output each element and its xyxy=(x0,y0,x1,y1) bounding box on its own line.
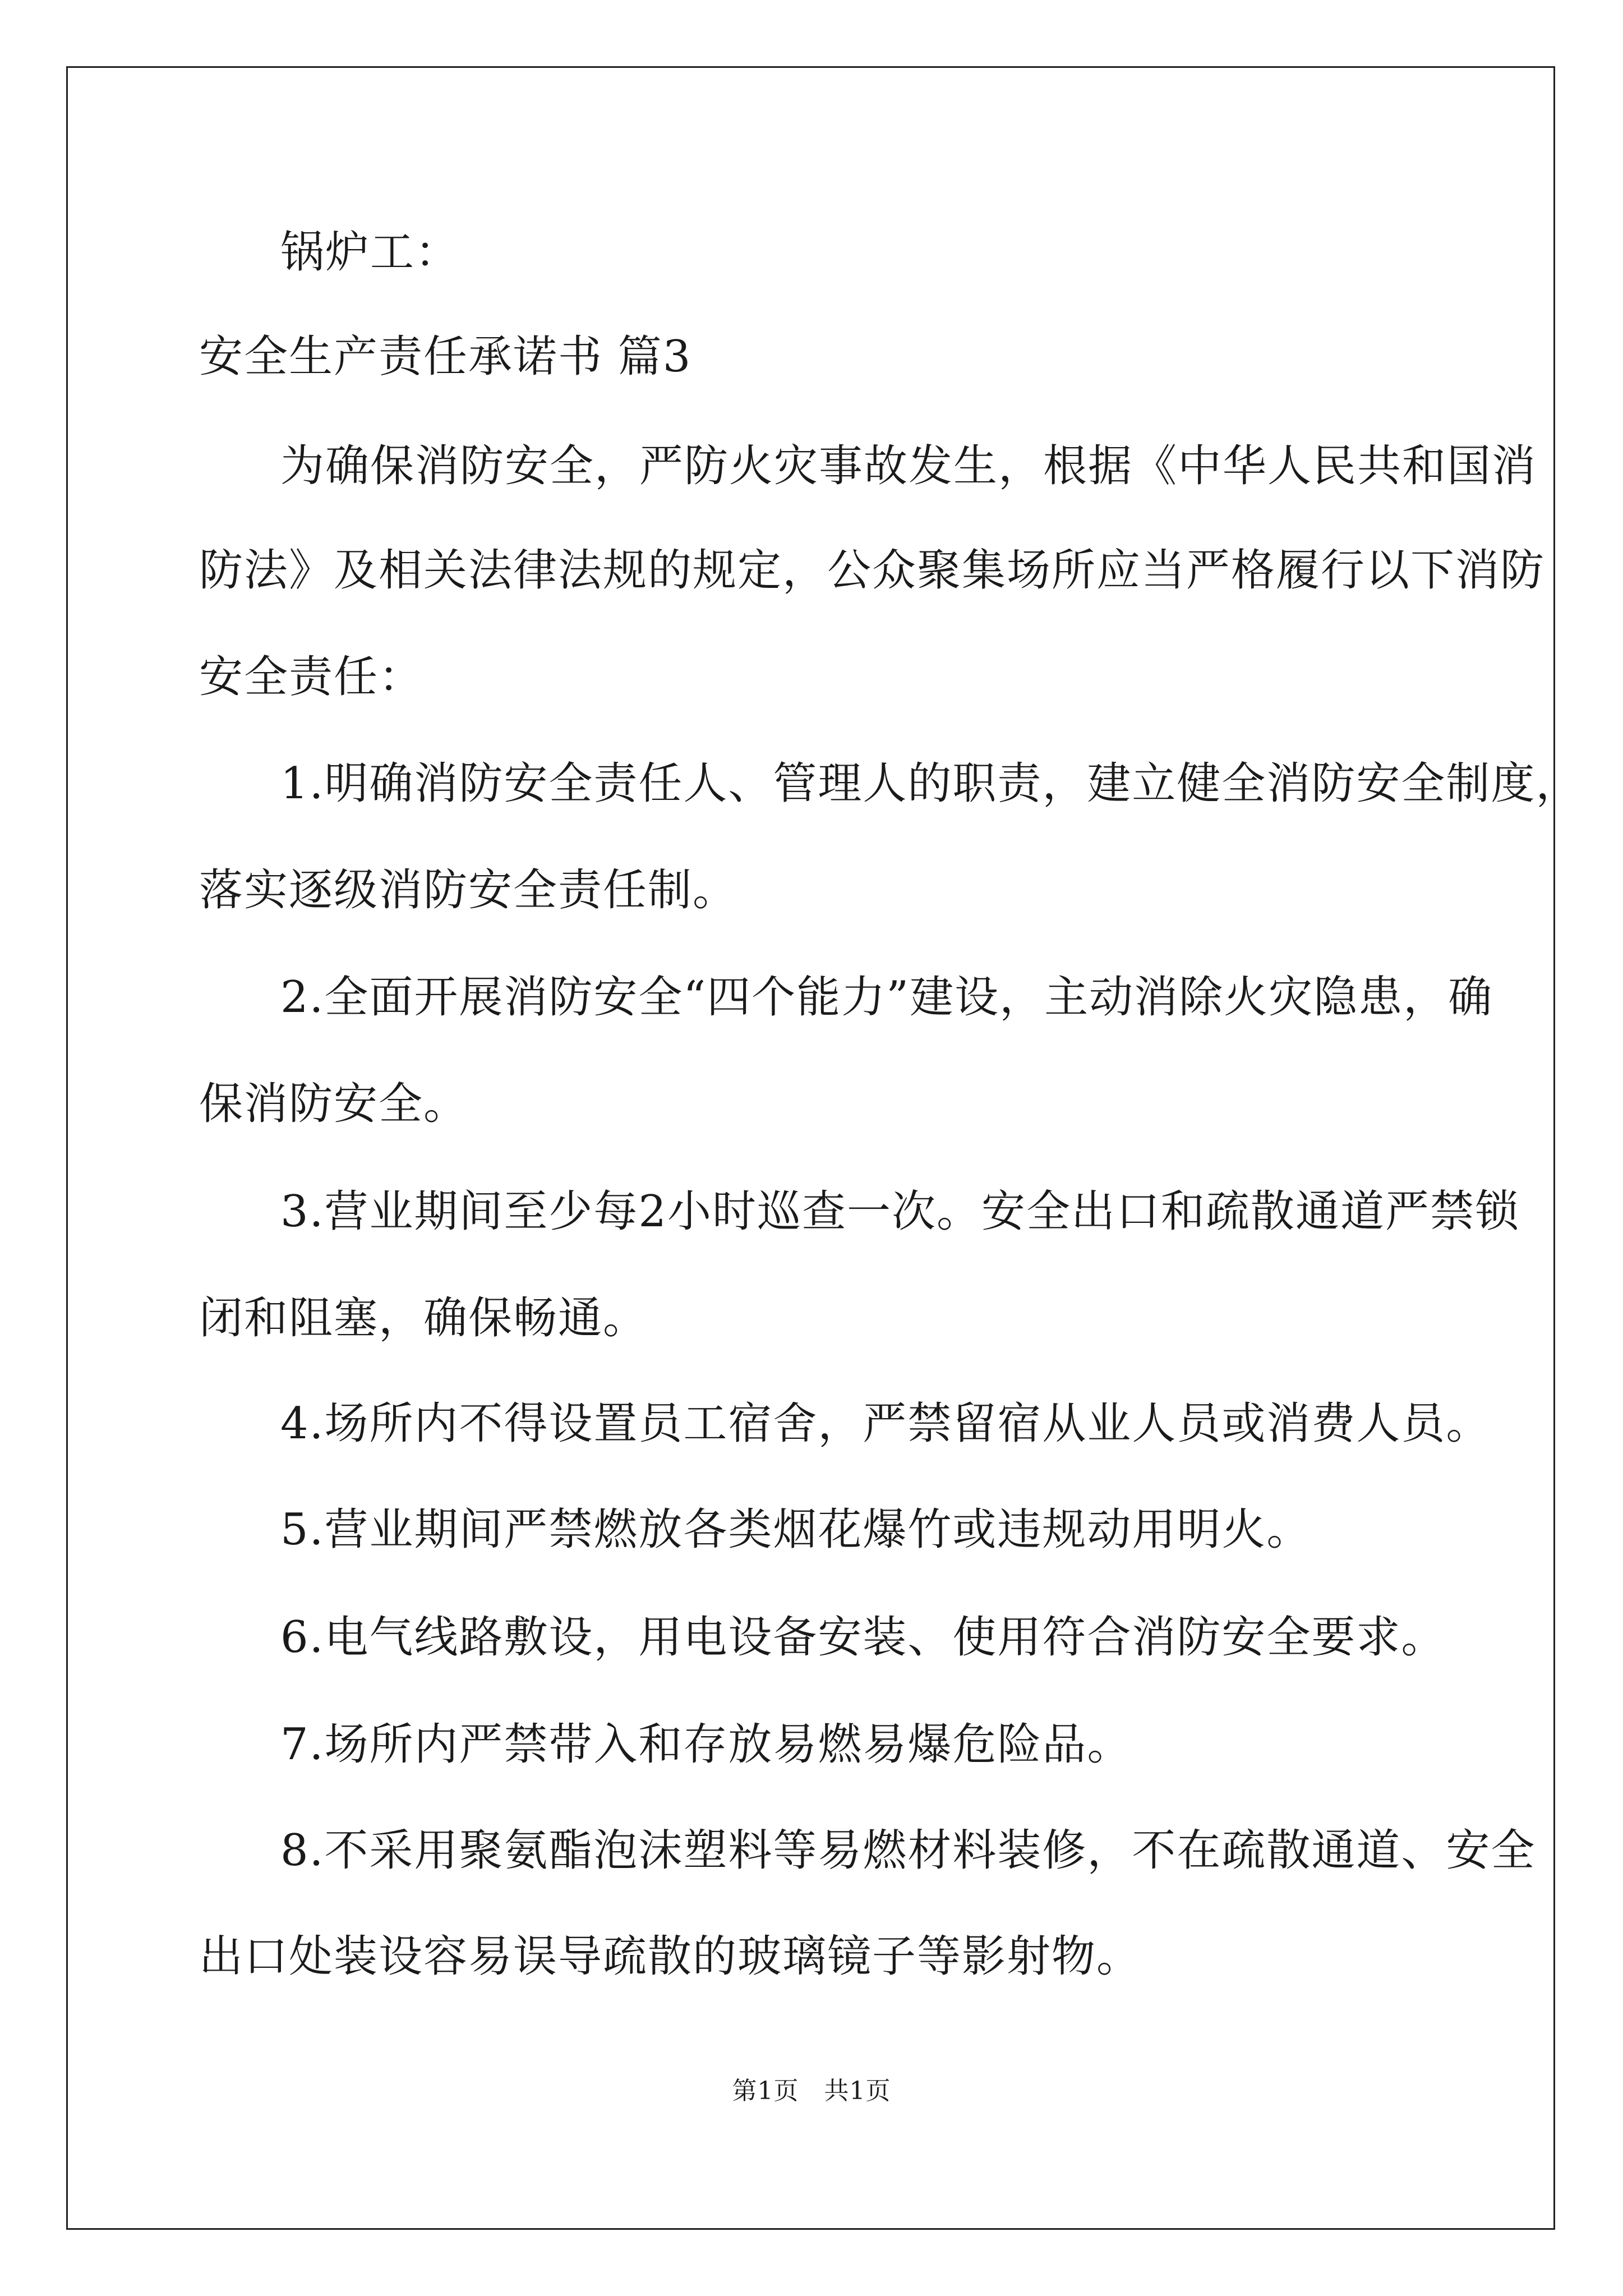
item-5: 5.营业期间严禁燃放各类烟花爆竹或违规动用明火。 xyxy=(280,1504,1312,1555)
page-number-footer: 第1页 共1页 xyxy=(732,2077,891,2105)
paragraph-intro-line-2: 防法》及相关法律法规的规定，公众聚集场所应当严格履行以下消防 xyxy=(199,545,1546,596)
page-border xyxy=(66,66,1555,2230)
item-7: 7.场所内严禁带入和存放易燃易爆危险品。 xyxy=(280,1719,1132,1770)
paragraph-intro-line-1: 为确保消防安全，严防火灾事故发生，根据《中华人民共和国消 xyxy=(280,441,1537,491)
item-8-line-2: 出口处装设容易误导疏散的玻璃镜子等影射物。 xyxy=(199,1931,1142,1982)
item-2-line-1: 2.全面开展消防安全“四个能力”建设，主动消除火灾隐患，确 xyxy=(280,972,1493,1023)
item-6: 6.电气线路敷设，用电设备安装、使用符合消防安全要求。 xyxy=(280,1612,1446,1663)
item-4: 4.场所内不得设置员工宿舍，严禁留宿从业人员或消费人员。 xyxy=(280,1398,1491,1449)
item-3-line-2: 闭和阻塞，确保畅通。 xyxy=(199,1293,648,1343)
item-3-line-1: 3.营业期间至少每2小时巡查一次。安全出口和疏散通道严禁锁 xyxy=(280,1186,1520,1237)
item-1-line-1: 1.明确消防安全责任人、管理人的职责，建立健全消防安全制度， xyxy=(280,758,1581,809)
item-2-line-2: 保消防安全。 xyxy=(199,1079,469,1129)
section-title: 安全生产责任承诺书 篇3 xyxy=(199,332,692,382)
signature-label-boiler-worker: 锅炉工： xyxy=(280,227,460,278)
item-8-line-1: 8.不采用聚氨酯泡沫塑料等易燃材料装修，不在疏散通道、安全 xyxy=(280,1825,1536,1876)
item-1-line-2: 落实逐级消防安全责任制。 xyxy=(199,865,738,915)
paragraph-intro-line-3: 安全责任： xyxy=(199,652,424,702)
